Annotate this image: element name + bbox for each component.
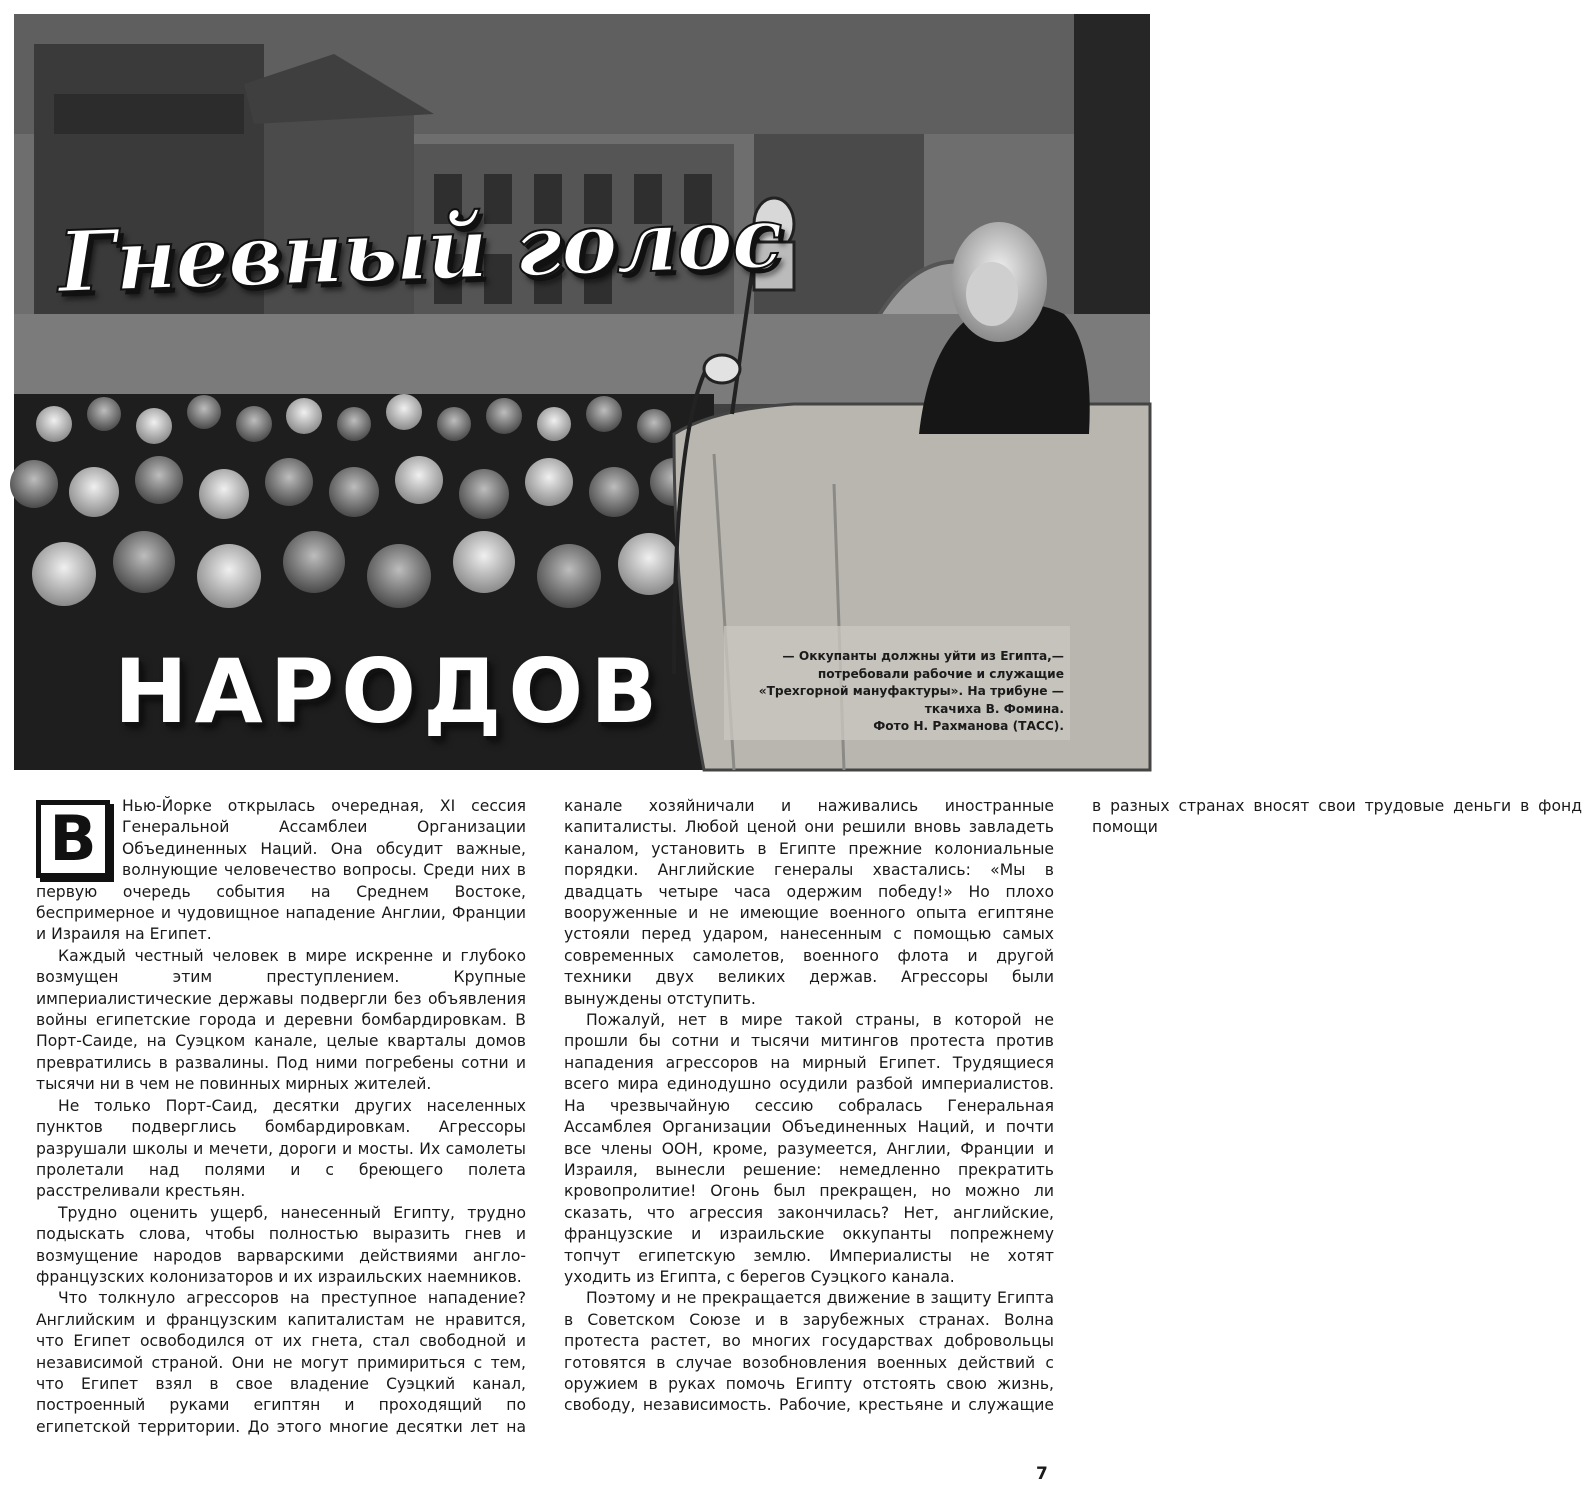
article-paragraph: Пожалуй, нет в мире такой страны, в которой не прошли бы сотни и тысячи митингов протеста против нападения агрессоров на мирный Египет. Трудящиеся всего мира единодушно осудили разбой империалистов. На чрезвычайную сессию собралась Генеральная Ассамблея Организации Объединенных Наций, и почти все члены ООН, кроме, разумеется, Англии, Франции и Израиля, вынесли решение: немедленно прекратить кровопролитие! Огонь был прекращен, но можно ли сказать, что агрессия закончилась? Нет, английские, французские и израильские оккупанты попрежнему топчут египетскую землю. Империалисты не хотят уходить из Египта, с берегов Суэцкого канала. bbox=[564, 1011, 1054, 1286]
rally-photo bbox=[14, 14, 1150, 770]
article-paragraph: Не только Порт-Саид, десятки других населенных пунктов подверглись бомбардировкам. Агрессоры разрушали школы и мечети, дороги и мосты. Их самолеты пролетали над полями и с бреющего полета расстреливали крестьян. bbox=[36, 1096, 526, 1201]
paragraph-text: Нью-Йорке открылась очередная, XI сессия Генеральной Ассамблеи Организации Объединенных Наций. Она обсудит важные, волнующие человечество вопросы. Среди них в первую очередь события на Среднем Востоке, беспримерное и чудовищное нападение Англии, Франции и Израиля на Египет. bbox=[36, 797, 526, 944]
article-paragraph bbox=[36, 796, 526, 946]
article-paragraph: Поэтому и не прекращается движение в защиту Египта в Советском Союзе и в зарубежных странах. Волна протеста растет, во многих государствах добровольцы готовятся в случае возобновления военных действий с оружием в руках помочь Египту отстоять свою жизнь, свободу, независимость. Рабочие, крестьяне и служащие в разных странах вносят свои трудовые деньги в фонд помощи bbox=[564, 797, 1582, 1415]
photo-credit: Фото Н. Рахманова (ТАСС). bbox=[873, 719, 1064, 733]
article-body bbox=[36, 796, 1582, 1456]
headline-block: НАРОДОВ bbox=[114, 640, 665, 743]
photo-caption bbox=[744, 648, 1064, 736]
headline-script: Гневный голос bbox=[56, 187, 784, 312]
page-number: 7 bbox=[1036, 1464, 1048, 1484]
photo-caption-text: — Оккупанты должны уйти из Египта,— потребовали рабочие и служащие «Трехгорной мануфактуры». На трибуне — ткачиха В. Фомина. bbox=[758, 649, 1064, 716]
article-paragraph: Трудно оценить ущерб, нанесенный Египту, трудно подыскать слова, чтобы полностью выразить гнев и возмущение народов варварскими действиями англо-французских колонизаторов и их израильских наемников. bbox=[36, 1203, 526, 1286]
drop-cap-letter: В bbox=[36, 800, 110, 878]
article-paragraph: Что толкнуло агрессоров на преступное нападение? Английским и французским капиталистам не нравится, что Египет освободился от их гнета, стал свободной и независимой страной. Они не могут примириться с тем, что Египет взял в свое владение Суэцкий канал, построенный руками египтян и проходящий по египетской территории. До этого многие десятки лет на канале хозяйничали и наживались иностранные капиталисты. Любой ценой они решили вновь завладеть каналом, установить в Египте прежние колониальные порядки. Английские генералы хвастались: «Мы в двадцать четыре часа одержим победу!» Но плохо вооруженные и не имеющие военного опыта египтяне устояли перед ударом, нанесенным с помощью самых современных самолетов, военного флота и другой техники двух великих держав. Агрессоры были вынуждены отступить. bbox=[36, 797, 1054, 1436]
article-paragraph: Каждый честный человек в мире искренне и глубоко возмущен этим преступлением. Крупные империалистические державы подвергли без объявления войны египетские города и деревни бомбардировкам. В Порт-Саиде, на Суэцком канале, целые кварталы домов превратились в развалины. Под ними погребены сотни и тысячи ни в чем не повинных мирных жителей. bbox=[36, 946, 526, 1094]
